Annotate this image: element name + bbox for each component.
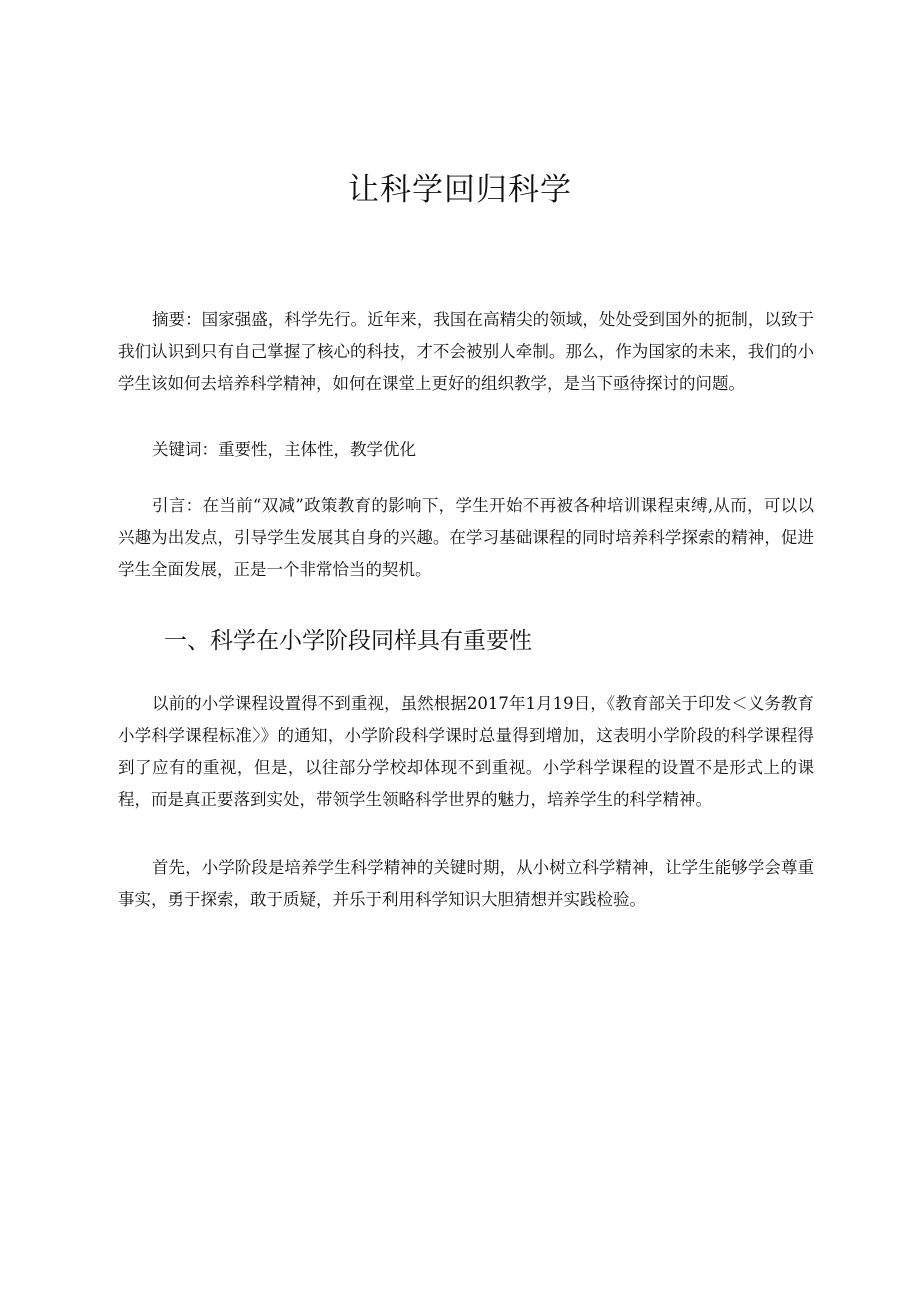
introduction-paragraph: 引言：在当前“双减”政策教育的影响下，学生开始不再被各种培训课程束缚,从而，可以以兴趣为出发点，引导学生发展其自身的兴趣。在学习基础课程的同时培养科学探索的精神，促进学生全面发展，正是一个非常恰当的契机。: [118, 496, 814, 579]
keywords-paragraph: 关键词：重要性，主体性，教学优化: [152, 440, 416, 459]
section-heading: 一、科学在小学阶段同样具有重要性: [164, 628, 532, 654]
document-title: 让科学回归科学: [348, 172, 572, 208]
abstract-paragraph: 摘要：国家强盛，科学先行。近年来，我国在高精尖的领域，处处受到国外的扼制，以致于我们认识到只有自己掌握了核心的科技，才不会被别人牵制。那么，作为国家的未来，我们的小学生该如何去培养科学精神，如何在课堂上更好的组织教学，是当下亟待探讨的问题。: [118, 310, 814, 393]
section-paragraph-1: 以前的小学课程设置得不到重视，虽然根据2017年1月19日，《教育部关于印发＜义务教育小学科学课程标准〉》的通知，小学阶段科学课时总量得到增加，这表明小学阶段的科学课程得到了应有的重视，但是，以往部分学校却体现不到重视。小学科学课程的设置不是形式上的课程，而是真正要落到实处，带领学生领略科学世界的魅力，培养学生的科学精神。: [118, 694, 814, 809]
section-paragraph-2: 首先，小学阶段是培养学生科学精神的关键时期，从小树立科学精神，让学生能够学会尊重事实，勇于探索，敢于质疑，并乐于利用科学知识大胆猜想并实践检验。: [118, 858, 814, 909]
